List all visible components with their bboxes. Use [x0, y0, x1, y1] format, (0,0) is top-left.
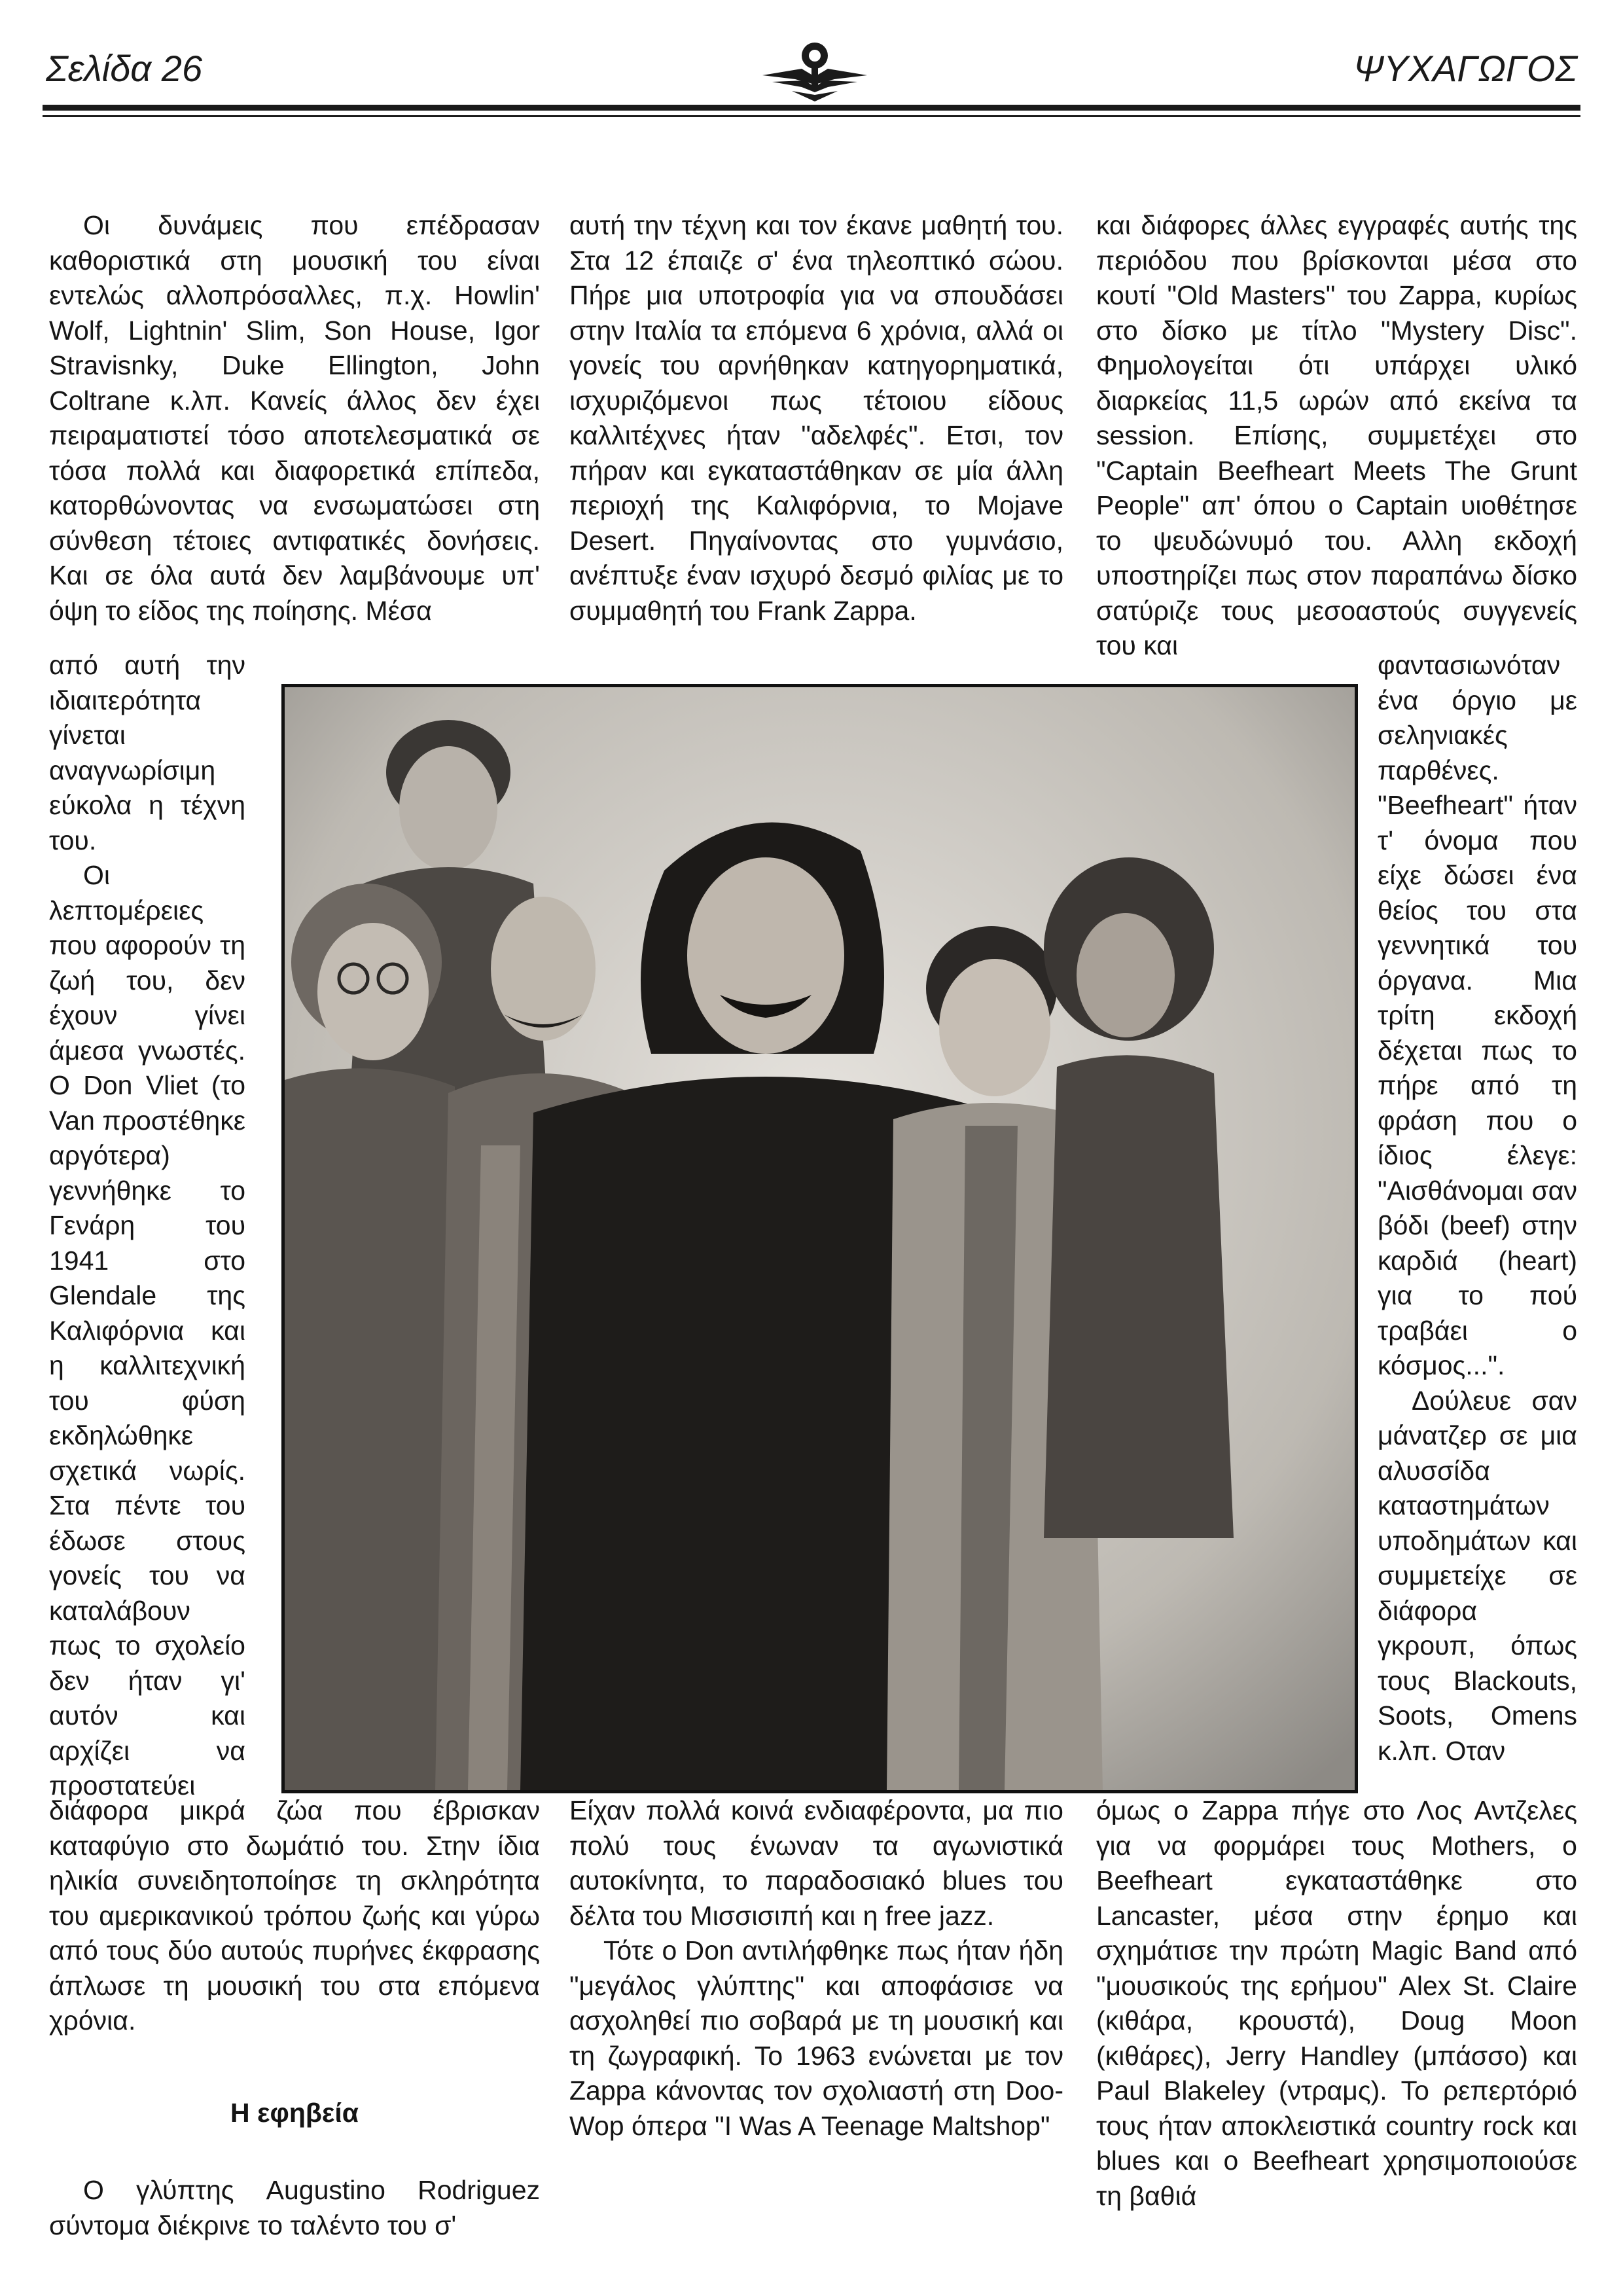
paragraph: από αυτή την ιδιαιτερότητα γίνεται αναγνωρίσιμη εύκολα η τέχνη του.	[49, 650, 245, 855]
paragraph: Οι δυνάμεις που επέδρασαν καθοριστικά στη μουσική του είναι εντελώς αλλοπρόσαλλες, π.χ. Howlin' Wolf, Lightnin' Slim, Son House, Igor Stravisnky, Duke Ellington, John Coltrane κ.λπ. Κανείς άλλος δεν έχει πειραματιστεί τόσο αποτελεσματικά σε τόσα πολλά και διαφορετικά επίπεδα, κατορθώνοντας να ενσωματώσει στη σύνθεση τέτοιες αντιφατικές δονήσεις. Και σε όλα αυτά δεν λαμβάνουμε υπ' όψη το είδος της ποίησης. Μέσα	[49, 210, 540, 626]
paragraph: Οι λεπτομέρειες που αφορούν τη ζωή του, δεν έχουν γίνει άμεσα γνωστές. Ο Don Vliet (το Van προστέθηκε αργότερα) γεννήθηκε το Γενάρη του 1941 στο Glendale της Καλιφόρνια και η καλλιτεχνική του φύση εκδηλώθηκε σχετικά νωρίς. Στα πέντε του έδωσε στους γονείς του να καταλάβουν πως το σχολείο δεν ήταν γι' αυτόν και αρχίζει να προστατεύει	[49, 860, 245, 1801]
paragraph: διάφορα μικρά ζώα που έβρισκαν καταφύγιο στο δωμάτιό του. Στην ίδια ηλικία συνειδητοποίησε τη σκληρότητα του αμερικανικού τρόπου ζωής και γύρω από τους δύο αυτούς πυρήνες έκφρασης άπλωσε τη μουσική του στα επόμενα χρόνια.	[49, 1795, 540, 2036]
col3-bottom-text	[1096, 1793, 1577, 2214]
col1-narrow-text	[49, 648, 245, 1804]
band-photo	[281, 684, 1358, 1793]
page-number: Σελίδα 26	[46, 48, 203, 89]
section-heading: Η εφηβεία	[230, 2098, 359, 2128]
paragraph: Τότε ο Don αντιλήφθηκε πως ήταν ήδη "μεγάλος γλύπτης" και αποφάσισε να ασχοληθεί πιο σοβαρά με τη μουσική και τη ζωγραφική. Το 1963 ενώνεται με τον Zappa κάνοντας τον σχολιαστή στη Doo-Wop όπερα "I Was A Teenage Maltshop"	[569, 1935, 1063, 2141]
col1-after-heading-text	[49, 2173, 540, 2243]
paragraph: Ο γλύπτης Augustino Rodriguez σύντομα διέκρινε το ταλέντο του σ'	[49, 2175, 540, 2240]
paragraph: Δούλευε σαν μάνατζερ σε μια αλυσσίδα καταστημάτων υποδημάτων και συμμετείχε σε διάφορα γκρουπ, όπως τους Blackouts, Soots, Omens κ.λπ. Οταν	[1378, 1385, 1577, 1766]
paragraph: φαντασιωνόταν ένα όργιο με σεληνιακές παρθένες. "Beefheart" ήταν τ' όνομα που είχε δώσει ένα θείος του στα γεννητικά του όργανα. Μια τρίτη εκδοχή δέχεται πως το πήρε από τη φράση που ο ίδιος έλεγε: "Αισθάνομαι σαν βόδι (beef) στην καρδιά (heart) για το πού τραβάει ο κόσμος...".	[1378, 650, 1577, 1380]
paragraph: αυτή την τέχνη και τον έκανε μαθητή του. Στα 12 έπαιζε σ' ένα τηλεοπτικό σώου. Πήρε μια υποτροφία για να σπουδάσει στην Ιταλία τα επόμενα 6 χρόνια, αλλά οι γονείς του αρνήθηκαν κατηγορηματικά, ισχυριζόμενοι πως τέτοιου είδους καλλιτέχνες ήταν "αδελφές". Ετσι, τον πήραν και εγκαταστάθηκαν σε μία άλλη περιοχή της Καλιφόρνια, το Mojave Desert. Πηγαίνοντας στο γυμνάσιο, ανέπτυξε έναν ισχυρό δεσμό φιλίας με το συμμαθητή του Frank Zappa.	[569, 210, 1063, 626]
col2-bottom-text	[569, 1793, 1063, 2144]
winged-emblem-icon	[756, 36, 874, 105]
paragraph: όμως ο Zappa πήγε στο Λος Αντζελες για να φορμάρει τους Mothers, ο Beefheart εγκαταστάθηκε στο Lancaster, μέσα στην έρημο και σχημάτισε την πρώτη Magic Band από "μουσικούς της ερήμου" Alex St. Claire (κιθάρα, κρουστά), Doug Moon (κιθάρες), Jerry Handley (μπάσσο) και Paul Blakeley (ντραμς). Το ρεπερτόριό τους ήταν αποκλειστικά country rock και blues και ο Beefheart χρησιμοποιούσε τη βαθιά	[1096, 1795, 1577, 2211]
paragraph: Είχαν πολλά κοινά ενδιαφέροντα, μα πιο πολύ τους ένωναν τα αγωνιστικά αυτοκίνητα, το παραδοσιακό blues του δέλτα του Μισσισιπή και η free jazz.	[569, 1795, 1063, 1931]
col1-bottom-text	[49, 1793, 540, 2039]
section-title: ΨΥΧΑΓΩΓΟΣ	[1353, 48, 1577, 89]
col3-narrow-text	[1378, 648, 1577, 1768]
col1-top-text	[49, 208, 540, 628]
col2-top-text	[569, 208, 1063, 628]
col3-top-text	[1096, 208, 1577, 664]
header-rule	[43, 105, 1580, 111]
paragraph: και διάφορες άλλες εγγραφές αυτής της περιόδου που βρίσκονται μέσα στο κουτί "Old Masters" του Zappa, κυρίως στο δίσκο με τίτλο "Mystery Disc". Φημολογείται ότι υπάρχει υλικό διαρκείας 11,5 ωρών από εκείνα τα session. Επίσης, συμμετέχει στο "Captain Beefheart Meets The Grunt People" απ' όπου ο Captain υιοθέτησε το ψευδώνυμό του. Αλλη εκδοχή υποστηρίζει πως στον παραπάνω δίσκο σατύριζε τους μεσοαστούς συγγενείς του και	[1096, 210, 1577, 660]
header-rule-thin	[43, 115, 1580, 117]
